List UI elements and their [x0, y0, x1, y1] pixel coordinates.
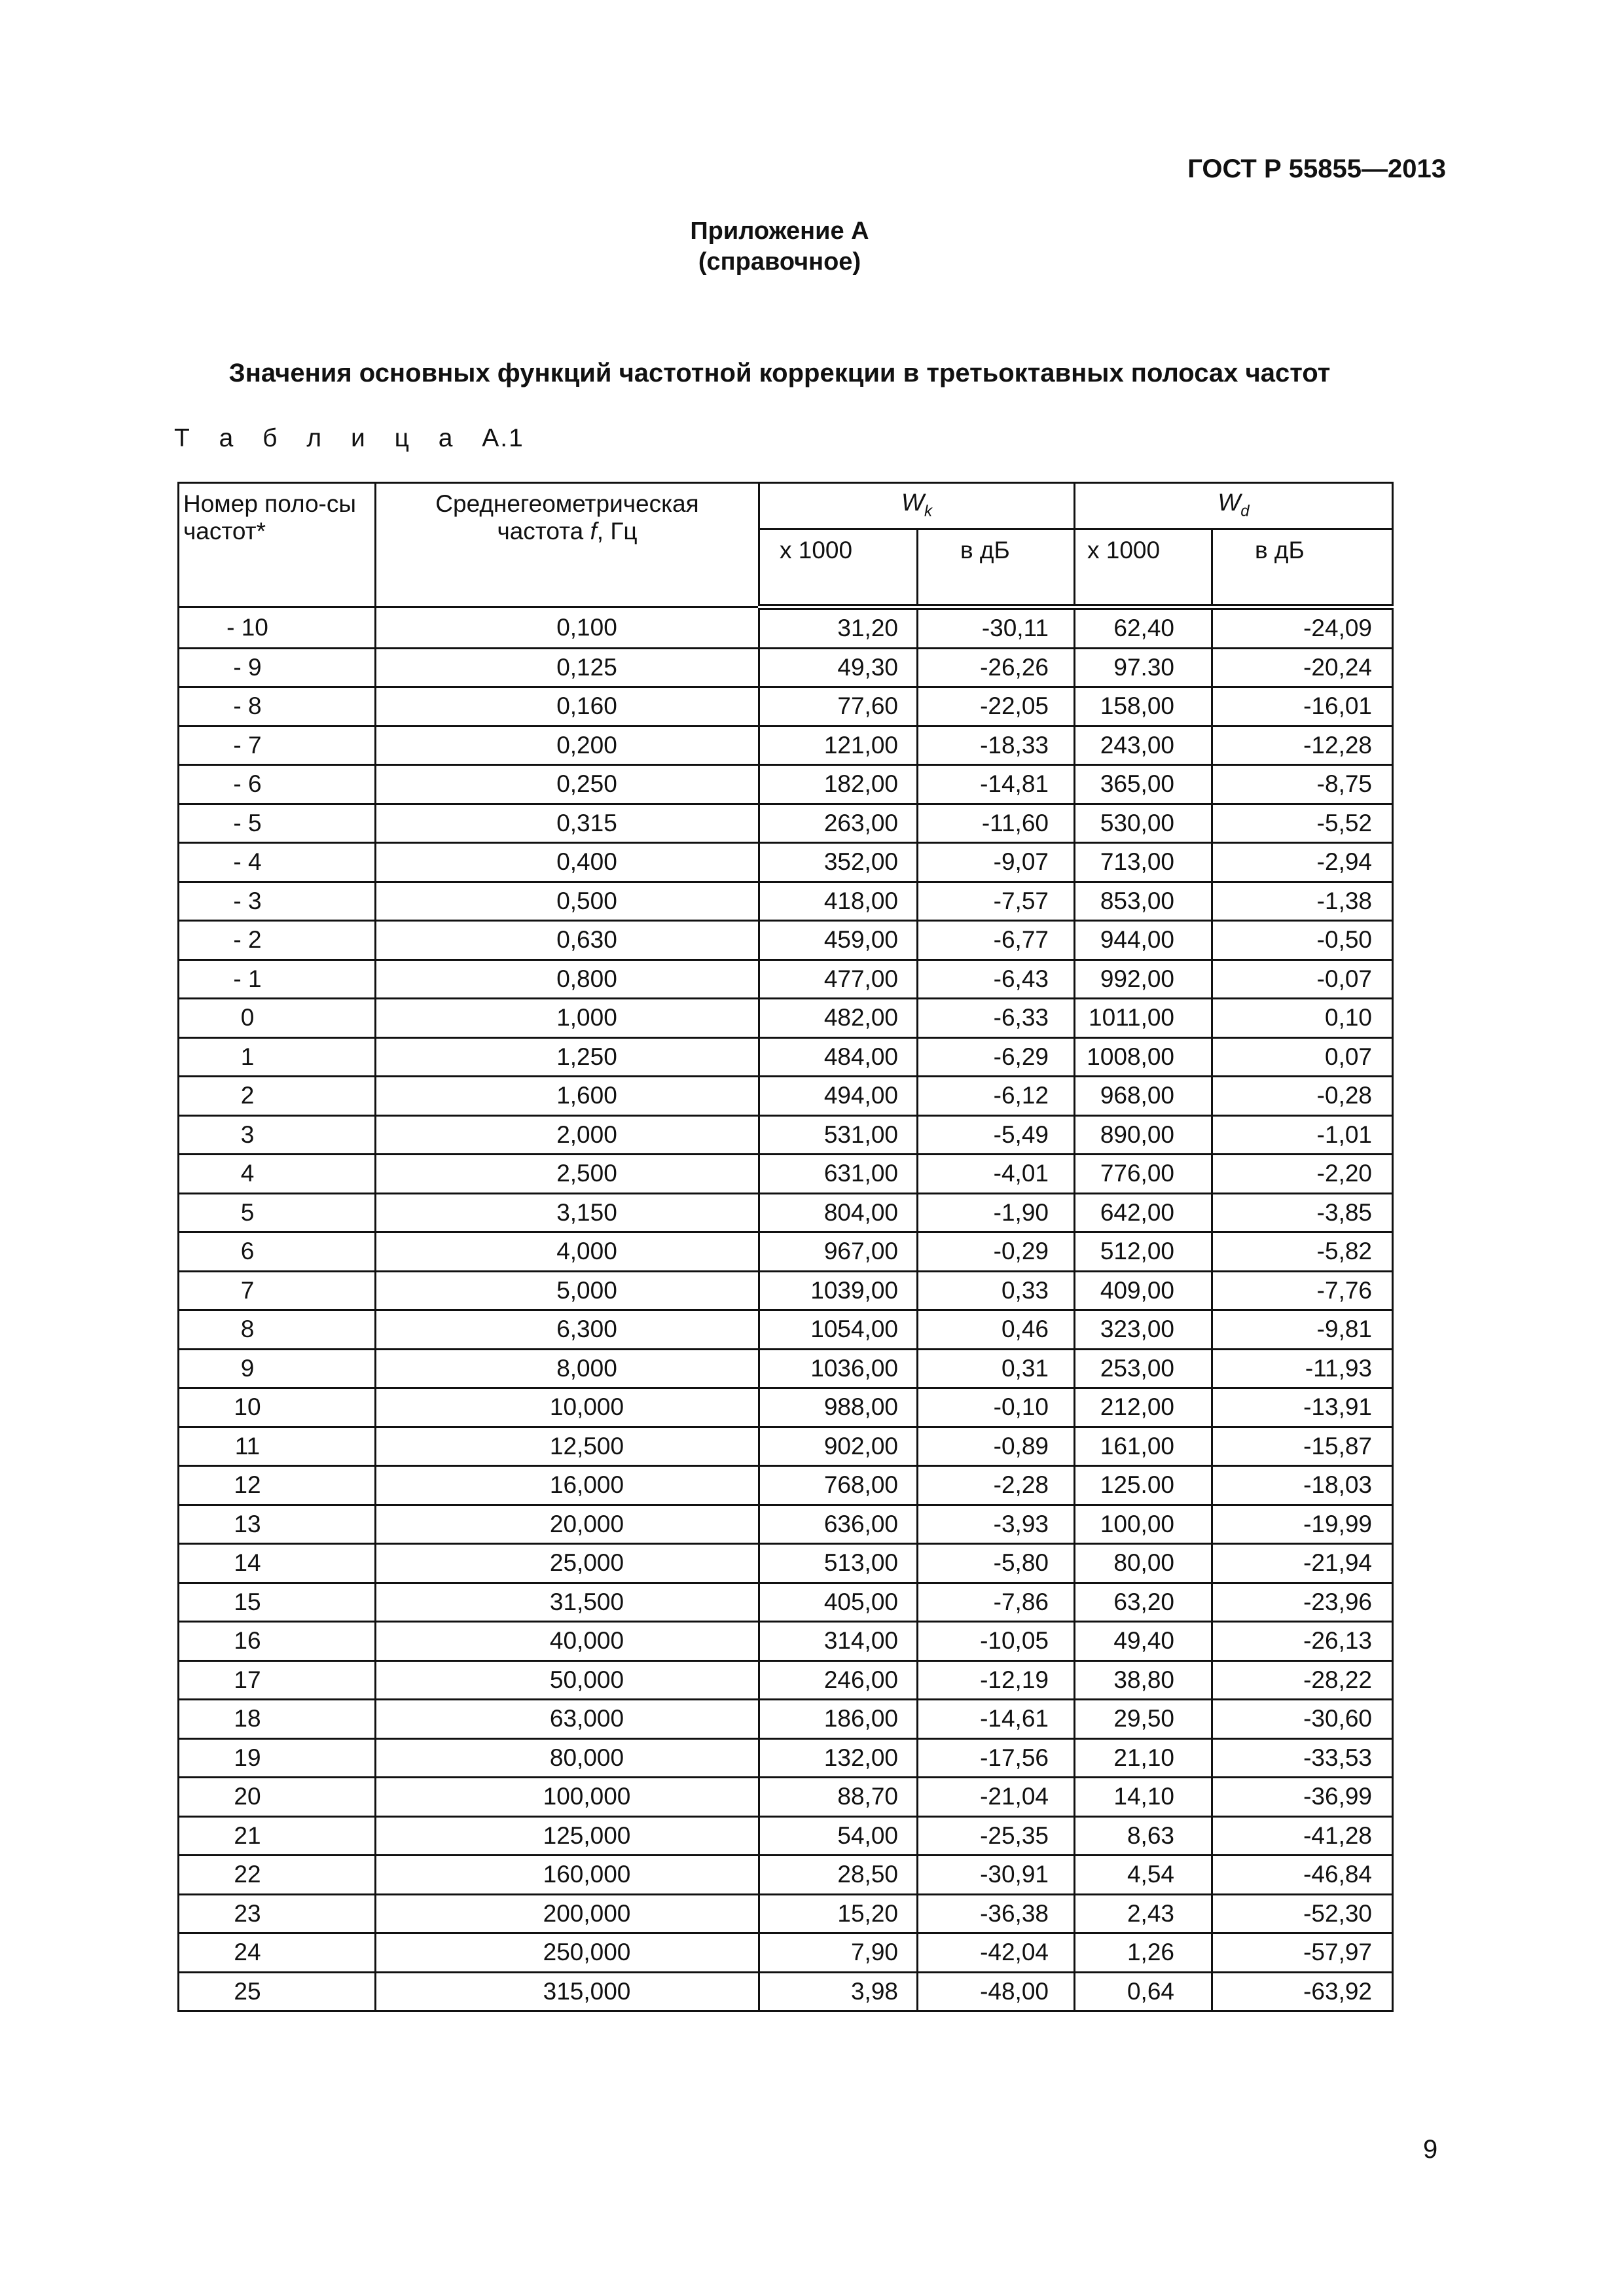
wk-header: $W_k$ [759, 483, 1075, 529]
wk-x1000-cell: 28,50 [759, 1856, 918, 1895]
table-row [179, 1894, 1393, 1933]
frequency-cell: 0,315 [376, 804, 759, 843]
band-number-cell: 3 [179, 1115, 376, 1155]
wk-x1000-cell: 636,00 [759, 1505, 918, 1544]
band-number-cell: 11 [179, 1427, 376, 1466]
frequency-cell: 5,000 [376, 1271, 759, 1310]
table-row [179, 1933, 1393, 1973]
frequency-cell: 40,000 [376, 1622, 759, 1661]
wk-x1000-cell: 54,00 [759, 1816, 918, 1856]
wk-x1000-cell: 804,00 [759, 1193, 918, 1232]
wk-x1000-cell: 477,00 [759, 960, 918, 999]
wd-db-cell: -2,94 [1212, 843, 1393, 882]
wd-x1000-cell: 8,63 [1075, 1816, 1212, 1856]
wk-x1000-cell: 88,70 [759, 1778, 918, 1817]
band-number-cell: 17 [179, 1660, 376, 1700]
wd-x1000-cell: 80,00 [1075, 1544, 1212, 1583]
frequency-cell: 63,000 [376, 1700, 759, 1739]
wd-x1000-cell: 323,00 [1075, 1310, 1212, 1350]
band-number-cell: 12 [179, 1466, 376, 1505]
frequency-cell: 0,100 [376, 607, 759, 649]
wd-x1000-cell: 853,00 [1075, 882, 1212, 921]
frequency-cell: 125,000 [376, 1816, 759, 1856]
wd-db-cell: -24,09 [1212, 607, 1393, 649]
wk-db-cell: -22,05 [918, 687, 1075, 726]
band-number-cell: - 8 [179, 687, 376, 726]
wd-x1000-cell: 253,00 [1075, 1349, 1212, 1388]
wd-db-cell: -41,28 [1212, 1816, 1393, 1856]
wd-db-cell: -11,93 [1212, 1349, 1393, 1388]
wd-x1000-cell: 1008,00 [1075, 1037, 1212, 1077]
wd-x1000-cell: 642,00 [1075, 1193, 1212, 1232]
band-number-cell: - 6 [179, 765, 376, 804]
wd-db-cell: -5,82 [1212, 1232, 1393, 1272]
wd-x1000-cell: 100,00 [1075, 1505, 1212, 1544]
wk-x1000-cell: 246,00 [759, 1660, 918, 1700]
band-number-cell: 0 [179, 999, 376, 1038]
wk-db-cell: -14,61 [918, 1700, 1075, 1739]
frequency-cell: 0,160 [376, 687, 759, 726]
table-row [179, 804, 1393, 843]
wk-x1000-cell: 482,00 [759, 999, 918, 1038]
wd-db-cell: -0,28 [1212, 1077, 1393, 1116]
wd-x1000-cell: 512,00 [1075, 1232, 1212, 1272]
frequency-cell: 3,150 [376, 1193, 759, 1232]
table-row [179, 1505, 1393, 1544]
table-row [179, 999, 1393, 1038]
wk-x1000-cell: 314,00 [759, 1622, 918, 1661]
table-row [179, 1622, 1393, 1661]
wk-x1000-cell: 768,00 [759, 1466, 918, 1505]
table-row [179, 1037, 1393, 1077]
wd-x1000-cell: 21,10 [1075, 1738, 1212, 1778]
wd-db-cell: -63,92 [1212, 1972, 1393, 2011]
frequency-cell: 1,600 [376, 1077, 759, 1116]
wk-db-cell: -25,35 [918, 1816, 1075, 1856]
band-number-cell: - 7 [179, 726, 376, 765]
frequency-cell: 20,000 [376, 1505, 759, 1544]
wd-db-cell: -52,30 [1212, 1894, 1393, 1933]
table-row [179, 843, 1393, 882]
wk-x1000-cell: 1054,00 [759, 1310, 918, 1350]
wd-x1000-cell: 713,00 [1075, 843, 1212, 882]
table-row [179, 960, 1393, 999]
table-row [179, 1466, 1393, 1505]
wd-db-cell: -15,87 [1212, 1427, 1393, 1466]
wk-db-cell: -10,05 [918, 1622, 1075, 1661]
wd-x1000-cell: 125.00 [1075, 1466, 1212, 1505]
wd-db-cell: -21,94 [1212, 1544, 1393, 1583]
table-row [179, 1077, 1393, 1116]
wk-db-cell: -18,33 [918, 726, 1075, 765]
wd-db-cell: -7,76 [1212, 1271, 1393, 1310]
wk-db-cell: -6,43 [918, 960, 1075, 999]
frequency-cell: 1,250 [376, 1037, 759, 1077]
wk-x1000-cell: 263,00 [759, 804, 918, 843]
wd-db-cell: -20,24 [1212, 648, 1393, 687]
wd-db-cell: -8,75 [1212, 765, 1393, 804]
wd-x1000-cell: 409,00 [1075, 1271, 1212, 1310]
wd-db-cell: -1,01 [1212, 1115, 1393, 1155]
section-title: Значения основных функций частотной коррекции в третьоктавных полосах частот [228, 359, 1331, 387]
wd-db-cell: -46,84 [1212, 1856, 1393, 1895]
wk-db-cell: 0,46 [918, 1310, 1075, 1350]
wk-db-cell: 0,33 [918, 1271, 1075, 1310]
wk-db-cell: -30,11 [918, 607, 1075, 649]
frequency-header-line1: Среднегеометрическая [435, 490, 699, 517]
wk-x1000-cell: 418,00 [759, 882, 918, 921]
band-number-header: Номер поло-сы частот* [179, 483, 376, 607]
wd-db-cell: 0,10 [1212, 999, 1393, 1038]
band-number-cell: 8 [179, 1310, 376, 1350]
page-number: 9 [1423, 2135, 1438, 2164]
wk-db-cell: -0,29 [918, 1232, 1075, 1272]
wd-db-cell: -0,07 [1212, 960, 1393, 999]
wk-db-cell: -6,77 [918, 921, 1075, 960]
frequency-cell: 2,500 [376, 1155, 759, 1194]
table-row [179, 1544, 1393, 1583]
wd-x1000-header: х 1000 [1075, 529, 1212, 607]
correction-functions-table [177, 482, 1394, 2012]
annex-title: Приложение А [690, 217, 869, 245]
wk-x1000-cell: 352,00 [759, 843, 918, 882]
wd-x1000-cell: 63,20 [1075, 1583, 1212, 1622]
band-number-cell: 13 [179, 1505, 376, 1544]
wd-db-cell: -19,99 [1212, 1505, 1393, 1544]
frequency-cell: 2,000 [376, 1115, 759, 1155]
table-row [179, 1232, 1393, 1272]
table-row [179, 1738, 1393, 1778]
frequency-symbol: f [590, 518, 597, 545]
wk-db-cell: -5,49 [918, 1115, 1075, 1155]
table-row [179, 765, 1393, 804]
frequency-cell: 0,125 [376, 648, 759, 687]
frequency-cell: 0,400 [376, 843, 759, 882]
table-caption-prefix: Т а б л и ц а [174, 424, 464, 452]
wd-db-header: в дБ [1212, 529, 1393, 607]
table-caption [174, 424, 524, 453]
wk-x1000-cell: 988,00 [759, 1388, 918, 1427]
wk-x1000-cell: 1036,00 [759, 1349, 918, 1388]
wk-x1000-cell: 967,00 [759, 1232, 918, 1272]
wd-x1000-cell: 365,00 [1075, 765, 1212, 804]
band-number-cell: 20 [179, 1778, 376, 1817]
wk-x1000-cell: 1039,00 [759, 1271, 918, 1310]
band-number-cell: 10 [179, 1388, 376, 1427]
wk-db-cell: -1,90 [918, 1193, 1075, 1232]
wd-x1000-cell: 0,64 [1075, 1972, 1212, 2011]
wd-db-cell: -23,96 [1212, 1583, 1393, 1622]
wk-x1000-cell: 49,30 [759, 648, 918, 687]
band-number-cell: 1 [179, 1037, 376, 1077]
table-row [179, 687, 1393, 726]
frequency-cell: 31,500 [376, 1583, 759, 1622]
wk-db-cell: -7,86 [918, 1583, 1075, 1622]
wk-db-cell: -6,33 [918, 999, 1075, 1038]
wk-x1000-header: х 1000 [759, 529, 918, 607]
table-row [179, 1388, 1393, 1427]
frequency-cell: 4,000 [376, 1232, 759, 1272]
frequency-cell: 200,000 [376, 1894, 759, 1933]
frequency-cell: 0,500 [376, 882, 759, 921]
table-row [179, 648, 1393, 687]
wd-db-cell: -12,28 [1212, 726, 1393, 765]
band-number-cell: 15 [179, 1583, 376, 1622]
wk-x1000-cell: 182,00 [759, 765, 918, 804]
wk-db-cell: -42,04 [918, 1933, 1075, 1973]
frequency-cell: 80,000 [376, 1738, 759, 1778]
wk-x1000-cell: 405,00 [759, 1583, 918, 1622]
frequency-cell: 0,200 [376, 726, 759, 765]
band-number-cell: 23 [179, 1894, 376, 1933]
wk-db-cell: -7,57 [918, 882, 1075, 921]
wk-db-cell: -6,29 [918, 1037, 1075, 1077]
band-number-cell: 6 [179, 1232, 376, 1272]
wd-x1000-cell: 530,00 [1075, 804, 1212, 843]
frequency-cell: 25,000 [376, 1544, 759, 1583]
frequency-cell: 250,000 [376, 1933, 759, 1973]
wk-db-header: в дБ [918, 529, 1075, 607]
band-number-cell: - 9 [179, 648, 376, 687]
wd-x1000-cell: 212,00 [1075, 1388, 1212, 1427]
wk-db-cell: -12,19 [918, 1660, 1075, 1700]
wd-x1000-cell: 4,54 [1075, 1856, 1212, 1895]
band-number-cell: 4 [179, 1155, 376, 1194]
wd-db-cell: -1,38 [1212, 882, 1393, 921]
wd-db-cell: 0,07 [1212, 1037, 1393, 1077]
wk-db-cell: -48,00 [918, 1972, 1075, 2011]
wk-db-cell: -14,81 [918, 765, 1075, 804]
wd-db-cell: -26,13 [1212, 1622, 1393, 1661]
wk-x1000-cell: 494,00 [759, 1077, 918, 1116]
table-row [179, 1271, 1393, 1310]
band-number-cell: 22 [179, 1856, 376, 1895]
frequency-header-line2: частота f, Гц [497, 518, 638, 545]
wd-x1000-cell: 38,80 [1075, 1660, 1212, 1700]
wd-x1000-cell: 944,00 [1075, 921, 1212, 960]
wd-x1000-cell: 62,40 [1075, 607, 1212, 649]
table-row [179, 1856, 1393, 1895]
frequency-cell: 0,800 [376, 960, 759, 999]
wk-x1000-cell: 77,60 [759, 687, 918, 726]
band-number-cell: 18 [179, 1700, 376, 1739]
wd-x1000-cell: 14,10 [1075, 1778, 1212, 1817]
wd-db-cell: -28,22 [1212, 1660, 1393, 1700]
wk-x1000-cell: 459,00 [759, 921, 918, 960]
wd-x1000-cell: 243,00 [1075, 726, 1212, 765]
table-row [179, 1349, 1393, 1388]
wk-db-cell: -4,01 [918, 1155, 1075, 1194]
table-row [179, 1778, 1393, 1817]
frequency-cell: 160,000 [376, 1856, 759, 1895]
band-number-cell: 21 [179, 1816, 376, 1856]
wd-x1000-cell: 1011,00 [1075, 999, 1212, 1038]
table-row [179, 726, 1393, 765]
wk-x1000-cell: 31,20 [759, 607, 918, 649]
table-body [179, 607, 1393, 2011]
table-row [179, 1155, 1393, 1194]
wk-db-cell: -3,93 [918, 1505, 1075, 1544]
wd-x1000-cell: 97.30 [1075, 648, 1212, 687]
wk-db-cell: -6,12 [918, 1077, 1075, 1116]
wk-db-cell: -5,80 [918, 1544, 1075, 1583]
wd-db-cell: -30,60 [1212, 1700, 1393, 1739]
wk-x1000-cell: 186,00 [759, 1700, 918, 1739]
band-number-cell: 25 [179, 1972, 376, 2011]
wk-db-cell: 0,31 [918, 1349, 1075, 1388]
frequency-cell: 10,000 [376, 1388, 759, 1427]
wd-x1000-cell: 992,00 [1075, 960, 1212, 999]
wk-db-cell: -2,28 [918, 1466, 1075, 1505]
band-number-cell: - 2 [179, 921, 376, 960]
table-row [179, 1193, 1393, 1232]
frequency-cell: 8,000 [376, 1349, 759, 1388]
wk-x1000-cell: 15,20 [759, 1894, 918, 1933]
table-row [179, 1427, 1393, 1466]
wd-header: $W_d$ [1075, 483, 1393, 529]
band-number-cell: 7 [179, 1271, 376, 1310]
band-number-cell: - 4 [179, 843, 376, 882]
table-row [179, 921, 1393, 960]
band-number-cell: 9 [179, 1349, 376, 1388]
wd-x1000-cell: 158,00 [1075, 687, 1212, 726]
wd-x1000-cell: 49,40 [1075, 1622, 1212, 1661]
band-number-cell: - 3 [179, 882, 376, 921]
wd-db-cell: -33,53 [1212, 1738, 1393, 1778]
band-number-cell: 16 [179, 1622, 376, 1661]
wk-x1000-cell: 121,00 [759, 726, 918, 765]
frequency-cell: 315,000 [376, 1972, 759, 2011]
wd-db-cell: -13,91 [1212, 1388, 1393, 1427]
table-caption-number: А.1 [482, 424, 524, 452]
wk-db-cell: -0,10 [918, 1388, 1075, 1427]
table-row [179, 1583, 1393, 1622]
document-standard-number: ГОСТ Р 55855—2013 [1187, 154, 1446, 183]
annex-heading [0, 216, 1559, 278]
wk-db-cell: -36,38 [918, 1894, 1075, 1933]
table-header-row [179, 483, 1393, 529]
wd-db-cell: -5,52 [1212, 804, 1393, 843]
table-row [179, 1660, 1393, 1700]
wd-x1000-cell: 2,43 [1075, 1894, 1212, 1933]
wk-db-cell: -26,26 [918, 648, 1075, 687]
wd-db-cell: -3,85 [1212, 1193, 1393, 1232]
table-row [179, 1972, 1393, 2011]
wk-x1000-cell: 631,00 [759, 1155, 918, 1194]
table-row [179, 1310, 1393, 1350]
wk-x1000-cell: 531,00 [759, 1115, 918, 1155]
band-number-cell: - 1 [179, 960, 376, 999]
band-number-cell: 24 [179, 1933, 376, 1973]
wd-db-cell: -9,81 [1212, 1310, 1393, 1350]
wd-x1000-cell: 968,00 [1075, 1077, 1212, 1116]
annex-type: (справочное) [698, 248, 861, 276]
wk-db-cell: -21,04 [918, 1778, 1075, 1817]
frequency-cell: 1,000 [376, 999, 759, 1038]
wk-x1000-cell: 7,90 [759, 1933, 918, 1973]
frequency-cell: 16,000 [376, 1466, 759, 1505]
wk-db-cell: -0,89 [918, 1427, 1075, 1466]
band-number-cell: 5 [179, 1193, 376, 1232]
frequency-cell: 0,250 [376, 765, 759, 804]
wd-db-cell: -57,97 [1212, 1933, 1393, 1973]
wd-x1000-cell: 776,00 [1075, 1155, 1212, 1194]
table-row [179, 1700, 1393, 1739]
wd-db-cell: -18,03 [1212, 1466, 1393, 1505]
wk-x1000-cell: 902,00 [759, 1427, 918, 1466]
frequency-cell: 6,300 [376, 1310, 759, 1350]
wd-db-cell: -16,01 [1212, 687, 1393, 726]
wk-x1000-cell: 484,00 [759, 1037, 918, 1077]
frequency-header [376, 483, 759, 607]
frequency-cell: 100,000 [376, 1778, 759, 1817]
wd-db-cell: -2,20 [1212, 1155, 1393, 1194]
frequency-cell: 0,630 [376, 921, 759, 960]
table-row [179, 1115, 1393, 1155]
frequency-cell: 50,000 [376, 1660, 759, 1700]
band-number-cell: 19 [179, 1738, 376, 1778]
wd-x1000-cell: 29,50 [1075, 1700, 1212, 1739]
wd-x1000-cell: 890,00 [1075, 1115, 1212, 1155]
band-number-cell: 2 [179, 1077, 376, 1116]
frequency-cell: 12,500 [376, 1427, 759, 1466]
wk-db-cell: -11,60 [918, 804, 1075, 843]
band-number-cell: 14 [179, 1544, 376, 1583]
wk-db-cell: -30,91 [918, 1856, 1075, 1895]
wd-db-cell: -36,99 [1212, 1778, 1393, 1817]
band-number-cell: - 10 [179, 607, 376, 649]
wd-x1000-cell: 161,00 [1075, 1427, 1212, 1466]
table-row [179, 1816, 1393, 1856]
wk-x1000-cell: 513,00 [759, 1544, 918, 1583]
band-number-cell: - 5 [179, 804, 376, 843]
wk-x1000-cell: 132,00 [759, 1738, 918, 1778]
wd-x1000-cell: 1,26 [1075, 1933, 1212, 1973]
wk-x1000-cell: 3,98 [759, 1972, 918, 2011]
wd-db-cell: -0,50 [1212, 921, 1393, 960]
wk-db-cell: -17,56 [918, 1738, 1075, 1778]
wk-db-cell: -9,07 [918, 843, 1075, 882]
table-row [179, 882, 1393, 921]
table-row [179, 607, 1393, 649]
